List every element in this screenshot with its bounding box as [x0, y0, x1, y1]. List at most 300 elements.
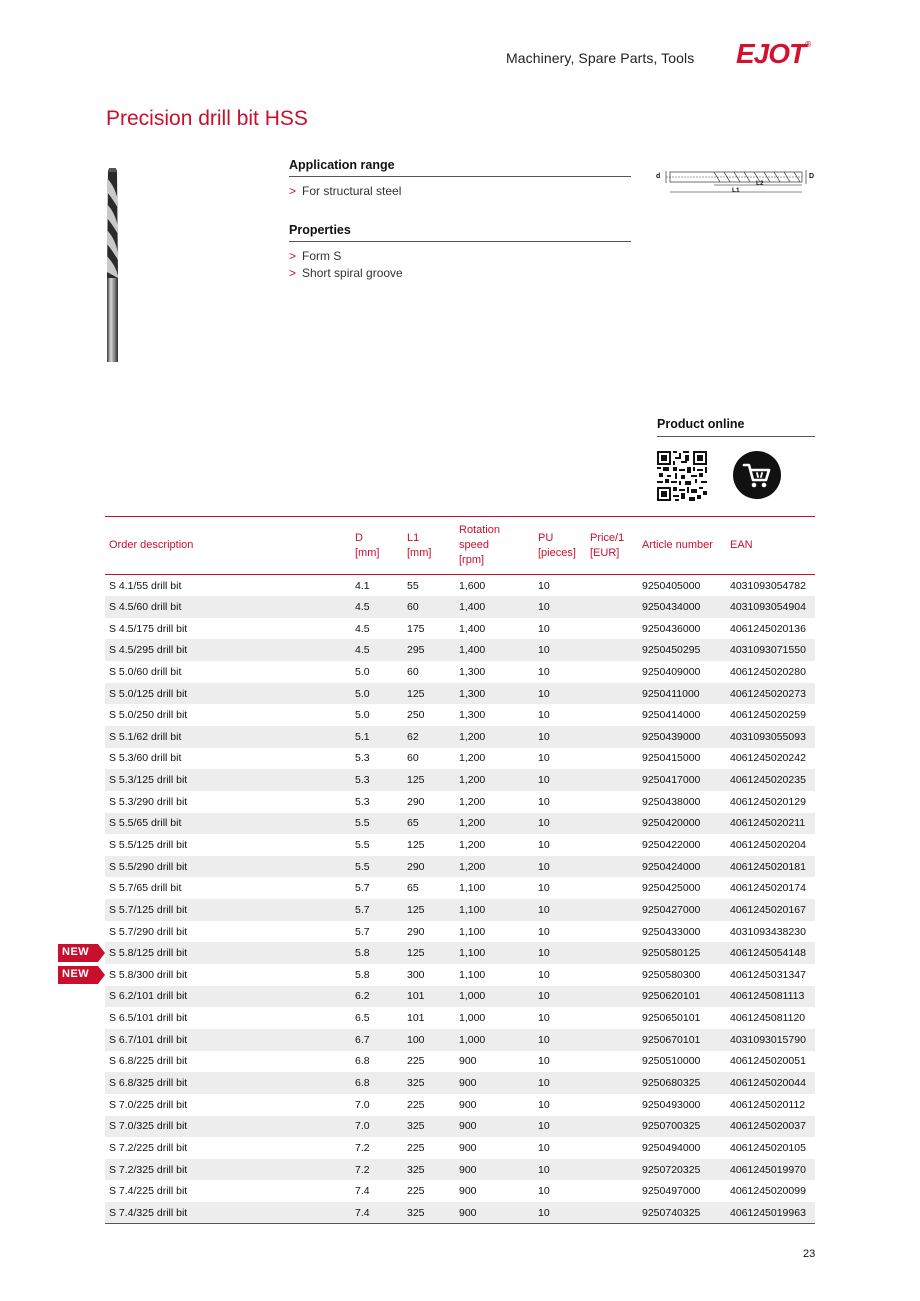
ejot-logo — [736, 38, 810, 70]
cell-d-value: 5.8 — [355, 968, 370, 981]
cell-rotation-speed: 1,000 — [459, 990, 486, 1003]
cell-ean-value: 4061245020105 — [730, 1141, 806, 1154]
cell-order-description: S 6.8/325 drill bit — [109, 1077, 188, 1090]
application-range-section — [289, 158, 631, 200]
cell-d-value: 5.1 — [355, 730, 370, 743]
header-order-description: Order description — [109, 539, 194, 551]
cell-rotation-speed: 1,100 — [459, 925, 486, 938]
cell-pu-value: 10 — [538, 622, 550, 635]
cell-order-description: S 6.2/101 drill bit — [109, 990, 188, 1003]
cell-rotation-speed: 1,000 — [459, 1012, 486, 1025]
cell-article-number: 9250700325 — [642, 1120, 701, 1133]
cell-d-value: 5.0 — [355, 709, 370, 722]
header-rotation-unit: [rpm] — [459, 554, 485, 566]
table-row — [105, 1159, 815, 1181]
new-badge — [58, 944, 105, 962]
table-row — [105, 704, 815, 726]
cell-article-number: 9250720325 — [642, 1163, 701, 1176]
cell-article-number: 9250436000 — [642, 622, 701, 635]
cell-rotation-speed: 1,100 — [459, 968, 486, 981]
cell-rotation-speed: 900 — [459, 1141, 477, 1154]
cell-article-number: 9250680325 — [642, 1077, 701, 1090]
cell-order-description: S 4.5/295 drill bit — [109, 644, 188, 657]
cell-article-number: 9250434000 — [642, 600, 701, 613]
property-item-text: Short spiral groove — [302, 266, 403, 280]
cell-d-value: 7.2 — [355, 1141, 370, 1154]
cell-article-number: 9250650101 — [642, 1012, 701, 1025]
table-body — [105, 575, 815, 1224]
cell-article-number: 9250405000 — [642, 579, 701, 592]
cell-order-description: S 7.0/225 drill bit — [109, 1098, 188, 1111]
table-row — [105, 596, 815, 618]
cell-d-value: 5.3 — [355, 795, 370, 808]
cell-ean-value: 4061245020099 — [730, 1185, 806, 1198]
cell-article-number: 9250409000 — [642, 665, 701, 678]
cell-pu-value: 10 — [538, 817, 550, 830]
header-ean: EAN — [730, 539, 753, 551]
cell-d-value: 6.7 — [355, 1033, 370, 1046]
cell-pu-value: 10 — [538, 752, 550, 765]
cell-order-description: S 5.3/60 drill bit — [109, 752, 182, 765]
cell-pu-value: 10 — [538, 1141, 550, 1154]
header-l1-label: L1 — [407, 531, 420, 544]
cell-ean-value: 4061245020129 — [730, 795, 806, 808]
cell-article-number: 9250414000 — [642, 709, 701, 722]
cell-ean-value: 4061245019963 — [730, 1206, 806, 1219]
property-item — [289, 248, 631, 265]
cell-order-description: S 6.8/225 drill bit — [109, 1055, 188, 1068]
cell-price-value — [586, 942, 638, 964]
cell-order-description: S 5.0/60 drill bit — [109, 665, 182, 678]
cell-l1-value: 295 — [407, 644, 425, 657]
cell-price-value — [586, 1051, 638, 1073]
cell-rotation-speed: 900 — [459, 1185, 477, 1198]
cell-ean-value: 4061245020044 — [730, 1077, 806, 1090]
diagram-label-L1: L1 — [732, 187, 740, 194]
cell-price-value — [586, 964, 638, 986]
logo-text: EJOT — [736, 38, 806, 69]
cell-article-number: 9250420000 — [642, 817, 701, 830]
table-row — [105, 1051, 815, 1073]
cell-article-number: 9250415000 — [642, 752, 701, 765]
cell-pu-value: 10 — [538, 600, 550, 613]
cell-l1-value: 290 — [407, 860, 425, 873]
cell-pu-value: 10 — [538, 860, 550, 873]
cell-article-number: 9250425000 — [642, 882, 701, 895]
cell-price-value — [586, 661, 638, 683]
cell-rotation-speed: 1,200 — [459, 817, 486, 830]
header-d-label: D — [355, 531, 363, 544]
cell-price-value — [586, 769, 638, 791]
list-marker: > — [289, 184, 297, 198]
cell-pu-value: 10 — [538, 1033, 550, 1046]
cell-l1-value: 55 — [407, 579, 419, 592]
cell-pu-value: 10 — [538, 1163, 550, 1176]
cell-ean-value: 4031093015790 — [730, 1033, 806, 1046]
cell-article-number: 9250580300 — [642, 968, 701, 981]
cell-ean-value: 4061245020273 — [730, 687, 806, 700]
header-pu-label: PU — [538, 531, 554, 544]
drill-bit-image — [100, 168, 126, 364]
cell-l1-value: 325 — [407, 1120, 425, 1133]
header-d — [351, 517, 403, 575]
cell-l1-value: 101 — [407, 990, 425, 1003]
cell-ean-value: 4061245020051 — [730, 1055, 806, 1068]
cell-price-value — [586, 1159, 638, 1181]
cell-price-value — [586, 748, 638, 770]
cell-pu-value: 10 — [538, 579, 550, 592]
cell-article-number: 9250670101 — [642, 1033, 701, 1046]
product-online-heading: Product online — [657, 417, 815, 437]
cell-article-number: 9250510000 — [642, 1055, 701, 1068]
table-row — [105, 661, 815, 683]
cell-article-number: 9250450295 — [642, 644, 701, 657]
cell-price-value — [586, 899, 638, 921]
logo-registered-mark: ® — [805, 40, 811, 49]
cell-article-number: 9250417000 — [642, 774, 701, 787]
page-title: Precision drill bit HSS — [106, 107, 308, 130]
cell-rotation-speed: 1,300 — [459, 709, 486, 722]
cell-price-value — [586, 1007, 638, 1029]
cell-l1-value: 60 — [407, 752, 419, 765]
cell-article-number: 9250580125 — [642, 947, 701, 960]
cell-pu-value: 10 — [538, 644, 550, 657]
cell-l1-value: 60 — [407, 600, 419, 613]
header-l1-unit: [mm] — [407, 546, 432, 559]
cell-l1-value: 225 — [407, 1055, 425, 1068]
cell-l1-value: 325 — [407, 1077, 425, 1090]
drill-dimension-diagram — [654, 164, 820, 198]
cell-order-description: S 5.0/125 drill bit — [109, 687, 188, 700]
cell-pu-value: 10 — [538, 1206, 550, 1219]
cell-price-value — [586, 1202, 638, 1224]
cell-pu-value: 10 — [538, 882, 550, 895]
table-row — [105, 1180, 815, 1202]
cell-rotation-speed: 900 — [459, 1098, 477, 1111]
cell-d-value: 5.5 — [355, 860, 370, 873]
cell-d-value: 5.7 — [355, 925, 370, 938]
cell-pu-value: 10 — [538, 665, 550, 678]
cell-pu-value: 10 — [538, 1077, 550, 1090]
cell-d-value: 7.4 — [355, 1185, 370, 1198]
new-badge — [58, 966, 105, 984]
cell-ean-value: 4061245054148 — [730, 947, 806, 960]
cell-ean-value: 4061245020174 — [730, 882, 806, 895]
cell-pu-value: 10 — [538, 774, 550, 787]
cell-rotation-speed: 1,000 — [459, 1033, 486, 1046]
cell-l1-value: 225 — [407, 1141, 425, 1154]
cell-rotation-speed: 1,600 — [459, 579, 486, 592]
application-range-item-text: For structural steel — [302, 184, 402, 198]
cell-l1-value: 60 — [407, 665, 419, 678]
cell-pu-value: 10 — [538, 1120, 550, 1133]
cell-pu-value: 10 — [538, 925, 550, 938]
cell-pu-value: 10 — [538, 1012, 550, 1025]
cell-l1-value: 325 — [407, 1206, 425, 1219]
cell-rotation-speed: 900 — [459, 1120, 477, 1133]
cell-price-value — [586, 986, 638, 1008]
cell-pu-value: 10 — [538, 1055, 550, 1068]
cell-d-value: 7.0 — [355, 1098, 370, 1111]
properties-heading: Properties — [289, 223, 631, 242]
header-article-number: Article number — [642, 539, 713, 551]
cell-order-description: S 4.5/60 drill bit — [109, 600, 182, 613]
cell-l1-value: 101 — [407, 1012, 425, 1025]
cell-l1-value: 62 — [407, 730, 419, 743]
cell-order-description: S 5.5/65 drill bit — [109, 817, 182, 830]
cell-order-description: S 5.8/125 drill bit — [109, 947, 188, 960]
cell-d-value: 6.2 — [355, 990, 370, 1003]
cell-ean-value: 4061245020280 — [730, 665, 806, 678]
cell-rotation-speed: 1,100 — [459, 947, 486, 960]
cell-price-value — [586, 1094, 638, 1116]
cell-d-value: 7.4 — [355, 1206, 370, 1219]
cell-ean-value: 4031093054782 — [730, 579, 806, 592]
table-row — [105, 1029, 815, 1051]
cell-d-value: 5.0 — [355, 665, 370, 678]
list-marker: > — [289, 249, 297, 263]
cell-price-value — [586, 1072, 638, 1094]
table-row — [105, 1116, 815, 1138]
header-rotation-label: Rotation speed — [459, 524, 500, 551]
cell-ean-value: 4031093054904 — [730, 600, 806, 613]
cell-price-value — [586, 834, 638, 856]
table-row — [105, 726, 815, 748]
cell-ean-value: 4061245081120 — [730, 1012, 806, 1025]
cell-order-description: S 5.7/65 drill bit — [109, 882, 182, 895]
cell-order-description: S 7.4/225 drill bit — [109, 1185, 188, 1198]
header-price — [586, 517, 638, 575]
cell-d-value: 7.2 — [355, 1163, 370, 1176]
cell-l1-value: 225 — [407, 1098, 425, 1111]
header-price-unit: [EUR] — [590, 546, 620, 559]
table-header-row — [105, 517, 815, 575]
properties-section — [289, 223, 631, 282]
cell-price-value — [586, 1137, 638, 1159]
property-item — [289, 265, 631, 282]
cell-ean-value: 4061245031347 — [730, 968, 806, 981]
cell-price-value — [586, 639, 638, 661]
property-item-text: Form S — [302, 249, 342, 263]
cell-ean-value: 4061245020136 — [730, 622, 806, 635]
cell-price-value — [586, 1029, 638, 1051]
cell-rotation-speed: 1,100 — [459, 903, 486, 916]
cell-ean-value: 4031093438230 — [730, 925, 806, 938]
cell-ean-value: 4031093055093 — [730, 730, 806, 743]
cell-d-value: 5.0 — [355, 687, 370, 700]
table-row — [105, 834, 815, 856]
cell-d-value: 4.5 — [355, 622, 370, 635]
table-row — [105, 877, 815, 899]
cell-order-description: S 5.8/300 drill bit — [109, 968, 188, 981]
cell-price-value — [586, 921, 638, 943]
diagram-label-D: D — [809, 173, 815, 180]
cell-l1-value: 100 — [407, 1033, 425, 1046]
table-row — [105, 964, 815, 986]
cell-rotation-speed: 1,300 — [459, 665, 486, 678]
cell-article-number: 9250494000 — [642, 1141, 701, 1154]
cell-rotation-speed: 1,200 — [459, 752, 486, 765]
cell-ean-value: 4061245020167 — [730, 903, 806, 916]
table-row — [105, 813, 815, 835]
cell-d-value: 7.0 — [355, 1120, 370, 1133]
cell-ean-value: 4061245020037 — [730, 1120, 806, 1133]
cell-price-value — [586, 575, 638, 597]
cell-l1-value: 290 — [407, 925, 425, 938]
cell-l1-value: 125 — [407, 947, 425, 960]
cell-order-description: S 5.5/125 drill bit — [109, 839, 188, 851]
cell-rotation-speed: 1,400 — [459, 644, 486, 657]
table-row — [105, 1137, 815, 1159]
diagram-label-L2: L2 — [756, 180, 764, 187]
cell-pu-value: 10 — [538, 687, 550, 700]
new-badge-label: NEW — [62, 946, 90, 959]
cell-order-description: S 7.2/325 drill bit — [109, 1163, 188, 1176]
application-range-item — [289, 183, 631, 200]
cell-l1-value: 300 — [407, 968, 425, 981]
cell-l1-value: 125 — [407, 687, 425, 700]
cell-price-value — [586, 856, 638, 878]
table-row — [105, 575, 815, 597]
cell-rotation-speed: 1,300 — [459, 687, 486, 700]
cell-order-description: S 5.7/290 drill bit — [109, 925, 188, 938]
header-pu — [534, 517, 586, 575]
cell-ean-value: 4061245020181 — [730, 860, 806, 873]
cell-order-description: S 7.2/225 drill bit — [109, 1141, 188, 1154]
cell-order-description: S 6.5/101 drill bit — [109, 1012, 188, 1025]
cell-rotation-speed: 1,100 — [459, 882, 486, 895]
cell-ean-value: 4061245020112 — [730, 1098, 806, 1111]
table-row — [105, 618, 815, 640]
table-row — [105, 1007, 815, 1029]
cell-rotation-speed: 1,200 — [459, 839, 486, 851]
cell-ean-value: 4061245020204 — [730, 839, 806, 851]
cell-l1-value: 125 — [407, 839, 425, 851]
cell-d-value: 4.1 — [355, 579, 370, 592]
cell-pu-value: 10 — [538, 839, 550, 851]
cell-rotation-speed: 900 — [459, 1055, 477, 1068]
cell-order-description: S 5.3/290 drill bit — [109, 795, 188, 808]
cell-article-number: 9250424000 — [642, 860, 701, 873]
cell-article-number: 9250411000 — [642, 687, 700, 700]
product-online-section — [657, 417, 815, 437]
cell-l1-value: 65 — [407, 817, 419, 830]
cell-price-value — [586, 704, 638, 726]
cell-l1-value: 175 — [407, 622, 425, 635]
cell-rotation-speed: 900 — [459, 1077, 477, 1090]
cell-d-value: 5.5 — [355, 817, 370, 830]
shopping-cart-icon[interactable] — [732, 450, 782, 500]
cell-d-value: 4.5 — [355, 644, 370, 657]
cell-price-value — [586, 1180, 638, 1202]
cell-ean-value: 4031093071550 — [730, 644, 806, 657]
header-d-unit: [mm] — [355, 546, 380, 559]
table-row — [105, 942, 815, 964]
cell-pu-value: 10 — [538, 968, 550, 981]
cell-order-description: S 6.7/101 drill bit — [109, 1033, 188, 1046]
qr-code-icon[interactable] — [657, 451, 707, 501]
cell-pu-value: 10 — [538, 1185, 550, 1198]
cell-rotation-speed: 1,400 — [459, 600, 486, 613]
page-number: 23 — [803, 1248, 816, 1260]
list-marker: > — [289, 266, 297, 280]
header-rotation-speed — [455, 517, 534, 575]
cell-d-value: 5.3 — [355, 752, 370, 765]
header-pu-unit: [pieces] — [538, 546, 576, 559]
cell-l1-value: 325 — [407, 1163, 425, 1176]
cell-rotation-speed: 1,200 — [459, 795, 486, 808]
cell-article-number: 9250433000 — [642, 925, 701, 938]
cell-order-description: S 5.3/125 drill bit — [109, 774, 188, 787]
cell-article-number: 9250740325 — [642, 1206, 701, 1219]
cell-d-value: 5.7 — [355, 903, 370, 916]
cell-ean-value: 4061245019970 — [730, 1163, 806, 1176]
cell-article-number: 9250493000 — [642, 1098, 701, 1111]
table-row — [105, 769, 815, 791]
cell-l1-value: 250 — [407, 709, 425, 722]
cell-d-value: 6.8 — [355, 1077, 370, 1090]
cell-price-value — [586, 813, 638, 835]
cell-d-value: 5.7 — [355, 882, 370, 895]
cell-pu-value: 10 — [538, 990, 550, 1003]
table-row — [105, 986, 815, 1008]
table-row — [105, 791, 815, 813]
section-title: Machinery, Spare Parts, Tools — [506, 50, 695, 66]
cell-d-value: 6.5 — [355, 1012, 370, 1025]
table-row — [105, 1094, 815, 1116]
cell-rotation-speed: 1,400 — [459, 622, 486, 635]
page-header — [0, 0, 920, 90]
cell-ean-value: 4061245020242 — [730, 752, 806, 765]
product-table — [105, 516, 815, 1224]
cell-d-value: 4.5 — [355, 600, 370, 613]
cell-l1-value: 65 — [407, 882, 419, 895]
cell-d-value: 5.5 — [355, 839, 370, 851]
cell-price-value — [586, 791, 638, 813]
cell-ean-value: 4061245020259 — [730, 709, 806, 722]
application-range-heading: Application range — [289, 158, 631, 177]
cell-article-number: 9250427000 — [642, 903, 701, 916]
cell-d-value: 5.3 — [355, 774, 370, 787]
header-price-label: Price/1 — [590, 531, 625, 544]
cell-l1-value: 125 — [407, 903, 425, 916]
cell-article-number: 9250422000 — [642, 839, 701, 851]
table-row — [105, 921, 815, 943]
cell-d-value: 5.8 — [355, 947, 370, 960]
table-row — [105, 683, 815, 705]
cell-l1-value: 125 — [407, 774, 425, 787]
cell-pu-value: 10 — [538, 795, 550, 808]
cell-price-value — [586, 1116, 638, 1138]
cell-ean-value: 4061245081113 — [730, 990, 805, 1003]
cell-order-description: S 4.5/175 drill bit — [109, 622, 188, 635]
cell-article-number: 9250620101 — [642, 990, 701, 1003]
cell-article-number: 9250497000 — [642, 1185, 701, 1198]
cell-article-number: 9250438000 — [642, 795, 701, 808]
cell-rotation-speed: 1,200 — [459, 774, 486, 787]
cell-price-value — [586, 877, 638, 899]
header-l1 — [403, 517, 455, 575]
table-row — [105, 639, 815, 661]
cell-order-description: S 7.4/325 drill bit — [109, 1206, 188, 1219]
cell-rotation-speed: 900 — [459, 1163, 477, 1176]
cell-ean-value: 4061245020235 — [730, 774, 806, 787]
diagram-label-d: d — [656, 173, 661, 180]
table-row — [105, 856, 815, 878]
new-badge-label: NEW — [62, 967, 90, 980]
cell-rotation-speed: 1,200 — [459, 730, 486, 743]
cell-order-description: S 7.0/325 drill bit — [109, 1120, 188, 1133]
